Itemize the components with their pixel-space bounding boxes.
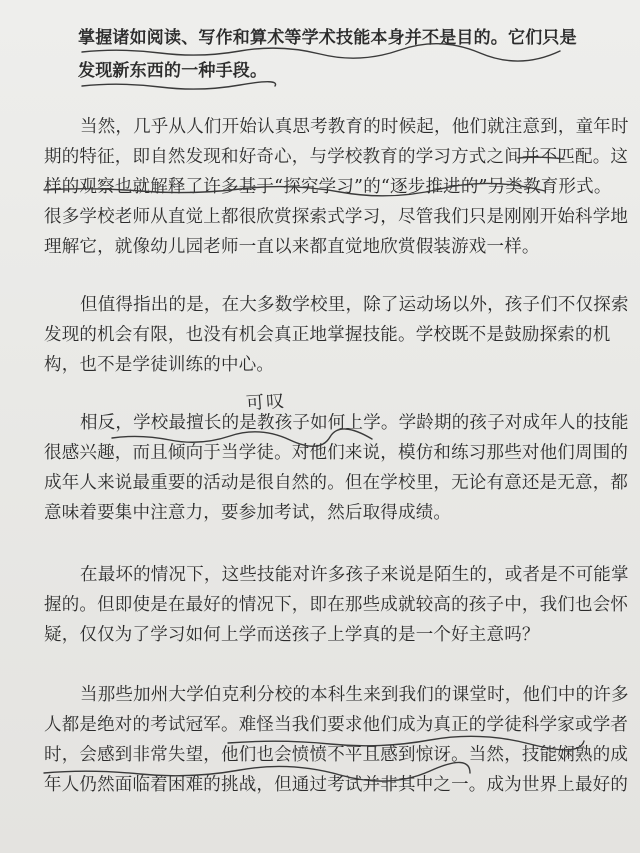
text-line: 很感兴趣，而且倾向于当学徒。对他们来说，模仿和练习那些对他们周围的 [44,443,629,463]
text-line: 成年人来说最重要的活动是很自然的。但在学校里，无论有意还是无意，都 [44,473,629,493]
text-line: 构，也不是学徒训练的中心。 [44,355,275,375]
paragraph-quote [78,22,577,88]
text-line: 年人仍然面临着困难的挑战，但通过考试并非其中之一。成为世界上最好的 [44,775,629,795]
text-line: 样的观察也就解释了许多基于“探究学习”的“逐步推进的”另类教育形式。 [44,177,612,197]
paragraph-4 [44,560,629,650]
text-line: 理解它，就像幼儿园老师一直以来都直觉地欣赏假装游戏一样。 [44,237,540,257]
text-line: 当然，几乎从人们开始认真思考教育的时候起，他们就注意到，童年时 [80,117,629,137]
text-line: 很多学校老师从直觉上都很欣赏探索式学习，尽管我们只是刚刚开始科学地 [44,207,629,227]
text-line: 握的。但即使是在最好的情况下，即在那些成就较高的孩子中，我们也会怀 [44,595,629,615]
text-line: 期的特征，即自然发现和好奇心，与学校教育的学习方式之间并不匹配。这 [44,147,629,167]
text-line: 时，会感到非常失望，他们也会愤愤不平且感到惊讶。当然，技能娴熟的成 [44,745,629,765]
text-line: 疑，仅仅为了学习如何上学而送孩子上学真的是一个好主意吗？ [44,625,540,645]
text-line: 发现新东西的一种手段。 [78,61,268,81]
paragraph-1 [44,112,629,262]
text-line: 发现的机会有限，也没有机会真正地掌握技能。学校既不是鼓励探索的机 [44,325,611,345]
text-line: 掌握诸如阅读、写作和算术等学术技能本身并不是目的。它们只是 [78,28,577,48]
text-line: 意味着要集中注意力，要参加考试，然后取得成绩。 [44,503,452,523]
text-line: 在最坏的情况下，这些技能对许多孩子来说是陌生的，或者是不可能掌 [80,565,629,585]
paragraph-2 [44,290,629,380]
paragraph-5 [44,680,629,800]
text-line: 当那些加州大学伯克利分校的本科生来到我们的课堂时，他们中的许多 [80,685,629,705]
handwritten-note: 可叹 [245,390,287,415]
text-line: 人都是绝对的考试冠军。难怪当我们要求他们成为真正的学徒科学家或学者 [44,715,629,735]
paragraph-3 [44,408,629,528]
text-line: 但值得指出的是，在大多数学校里，除了运动场以外，孩子们不仅探索 [80,295,629,315]
text-line: 相反，学校最擅长的是教孩子如何上学。学龄期的孩子对成年人的技能 [80,413,629,433]
